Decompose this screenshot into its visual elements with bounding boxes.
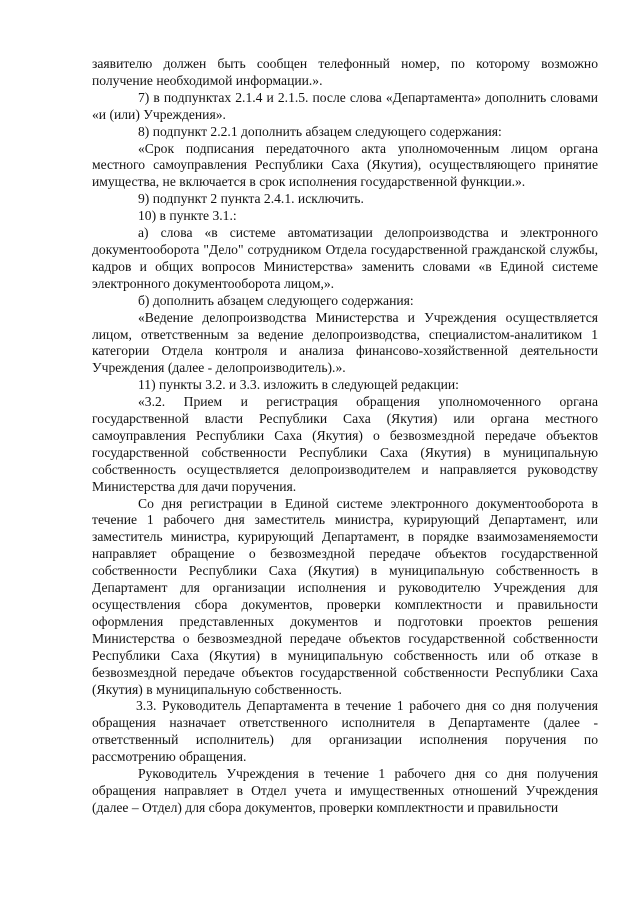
paragraph-1: заявителю должен быть сообщен телефонный номер, по которому возможно получение необходимой информации.».: [92, 56, 598, 88]
paragraph-2: 7) в подпунктах 2.1.4 и 2.1.5. после слова «Департамента» дополнить словами «и (или) Учреждения».: [92, 89, 598, 122]
paragraph-14: Руководитель Учреждения в течение 1 рабочего дня со дня получения обращения направляет в Отдел учета и имущественных отношений Учреждения (далее – Отдел) для сбора документов, проверки комплектности и правильности: [92, 766, 598, 815]
paragraph-12: Со дня регистрации в Единой системе электронного документооборота в течение 1 рабочего дня заместитель министра, курирующий Департамент, или заместитель министра, курирующий Департамент, в порядке взаимозаменяемости направляет обращение о безвозмездной передаче объектов государственной собственности Республики Саха (Якутия) в муниципальную собственность в Департамент для организации исполнения и руководителю Учреждения для осуществления сбора документов, проверки комплектности и правильности оформления представленных документов и подготовки проектов решения Министерства о безвозмездной передаче объектов государственной собственности Республики Саха (Якутия) в муниципальную собственность или об отказе в безвозмездной передаче объектов государственной собственности Республики Саха (Якутия) в муниципальную собственность.: [92, 495, 598, 697]
document-page: [92, 56, 598, 817]
paragraph-5: 9) подпункт 2 пункта 2.4.1. исключить.: [138, 191, 364, 207]
paragraph-13: 3.3. Руководитель Департамента в течение 1 рабочего дня со дня получения обращения назначает ответственного исполнителя в Департаменте (далее - ответственный исполнитель) для организации исполнения поручения по рассмотрению обращения.: [92, 698, 598, 765]
paragraph-9: «Ведение делопроизводства Министерства и Учреждения осуществляется лицом, ответственным за ведение делопроизводства, специалистом-аналитиком 1 категории Отдела контроля и анализа финансово-хозяйственной деятельности Учреждения (далее - делопроизводитель).».: [92, 309, 598, 376]
paragraph-10: 11) пункты 3.2. и 3.3. изложить в следующей редакции:: [138, 377, 459, 393]
paragraph-4: «Срок подписания передаточного акта уполномоченным лицом органа местного самоуправления Республики Саха (Якутия), осуществляющего принятие имущества, не включается в срок исполнения государственной функции.».: [92, 140, 598, 190]
paragraph-3: 8) подпункт 2.2.1 дополнить абзацем следующего содержания:: [138, 123, 502, 139]
paragraph-7: а) слова «в системе автоматизации делопроизводства и электронного документооборота "Дело" сотрудником Отдела государственной гражданской службы, кадров и общих вопросов Министерства» заменить словами «в Единой системе электронного документооборота лицом,».: [92, 225, 598, 291]
paragraph-11: «3.2. Прием и регистрация обращения уполномоченного органа государственной власти Республики Саха (Якутия) или органа местного самоуправления Республики Саха (Якутия) о безвозмездной передаче объектов государственной собственности Республики Саха (Якутия) в муниципальную собственность осуществляется делопроизводителем и направляется руководству Министерства для дачи поручения.: [92, 394, 598, 494]
paragraph-8: б) дополнить абзацем следующего содержания:: [138, 292, 414, 308]
paragraph-6: 10) в пункте 3.1.:: [138, 208, 237, 224]
